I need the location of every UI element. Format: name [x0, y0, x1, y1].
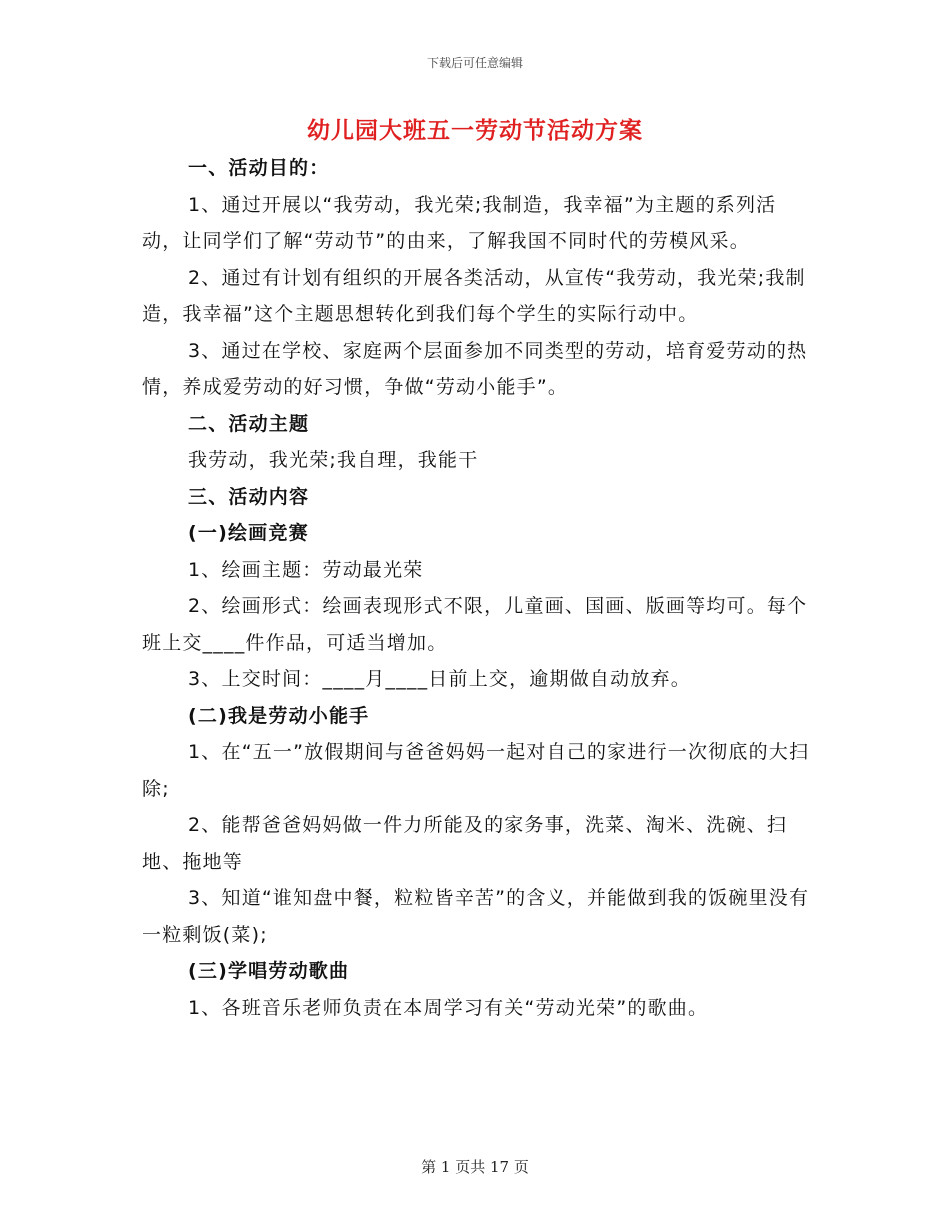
section-heading: 一、活动目的： — [188, 157, 330, 179]
subsection-heading: (三)学唱劳动歌曲 — [188, 960, 350, 982]
section-heading: 三、活动内容 — [188, 485, 310, 508]
paragraph: 2、绘画形式：绘画表现形式不限，儿童画、国画、版画等均可。每个班上交____件作品，可适当增加。 — [142, 595, 808, 654]
subsection-heading: (二)我是劳动小能手 — [188, 704, 370, 727]
paragraph: 3、通过在学校、家庭两个层面参加不同类型的劳动，培育爱劳动的热情，养成爱劳动的好习惯，争做“劳动小能手”。 — [142, 339, 808, 398]
paragraph: 2、通过有计划有组织的开展各类活动，从宣传“我劳动，我光荣;我制造，我幸福”这个主题思想转化到我们每个学生的实际行动中。 — [142, 266, 806, 325]
document-title: 幼儿园大班五一劳动节活动方案 — [307, 118, 643, 144]
document-body — [142, 150, 814, 1026]
paragraph: 1、各班音乐老师负责在本周学习有关“劳动光荣”的歌曲。 — [188, 996, 709, 1019]
paragraph: 3、知道“谁知盘中餐，粒粒皆辛苦”的含义，并能做到我的饭碗里没有一粒剩饭(菜); — [142, 887, 810, 946]
paragraph: 3、上交时间：____月____日前上交，逾期做自动放弃。 — [188, 668, 691, 690]
page-footer: 第 1 页共 17 页 — [421, 1158, 529, 1176]
paragraph: 我劳动，我光荣;我自理，我能干 — [188, 449, 479, 471]
subsection-heading: (一)绘画竞赛 — [188, 522, 309, 544]
paragraph: 1、通过开展以“我劳动，我光荣;我制造，我幸福”为主题的系列活动，让同学们了解“劳动节”的由来，了解我国不同时代的劳模风采。 — [142, 193, 777, 252]
header-note: 下载后可任意编辑 — [426, 56, 523, 70]
section-heading: 二、活动主题 — [188, 412, 310, 435]
paragraph: 1、在“五一”放假期间与爸爸妈妈一起对自己的家进行一次彻底的大扫除; — [142, 741, 810, 800]
paragraph: 1、绘画主题：劳动最光荣 — [188, 558, 424, 581]
paragraph: 2、能帮爸爸妈妈做一件力所能及的家务事，洗菜、淘米、洗碗、扫地、拖地等 — [142, 814, 788, 873]
